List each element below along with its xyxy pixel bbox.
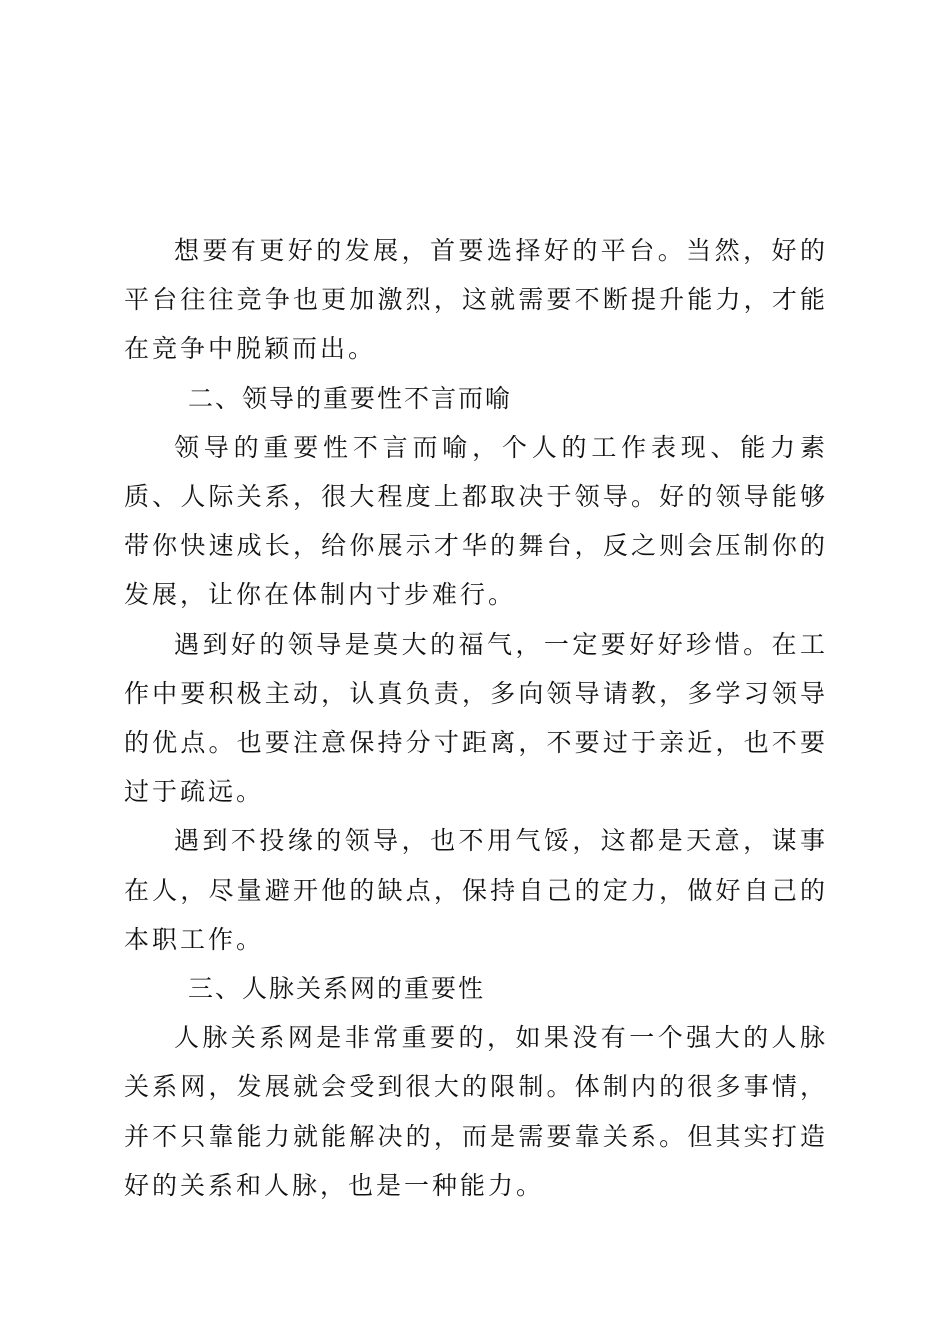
paragraph-network-importance: 人脉关系网是非常重要的，如果没有一个强大的人脉关系网，发展就会受到很大的限制。体制内的很多事情，并不只靠能力就能解决的，而是需要靠关系。但其实打造好的关系和人脉，也是一种能力。 [124,1023,828,1200]
section-heading-network: 三、人脉关系网的重要性 [188,974,486,1004]
paragraph-platform: 想要有更好的发展，首要选择好的平台。当然，好的平台往往竞争也更加激烈，这就需要不断提升能力，才能在竞争中脱颖而出。 [124,236,828,364]
paragraph-good-leader: 遇到好的领导是莫大的福气，一定要好好珍惜。在工作中要积极主动，认真负责，多向领导请教，多学习领导的优点。也要注意保持分寸距离，不要过于亲近，也不要过于疏远。 [124,629,828,807]
document-body [124,226,828,1210]
section-heading-leadership: 二、领导的重要性不言而喻 [188,383,513,413]
paragraph-incompatible-leader: 遇到不投缘的领导，也不用气馁，这都是天意，谋事在人，尽量避开他的缺点，保持自己的定力，做好自己的本职工作。 [124,826,828,954]
paragraph-leadership-importance: 领导的重要性不言而喻，个人的工作表现、能力素质、人际关系，很大程度上都取决于领导。好的领导能够带你快速成长，给你展示才华的舞台，反之则会压制你的发展，让你在体制内寸步难行。 [124,432,828,610]
